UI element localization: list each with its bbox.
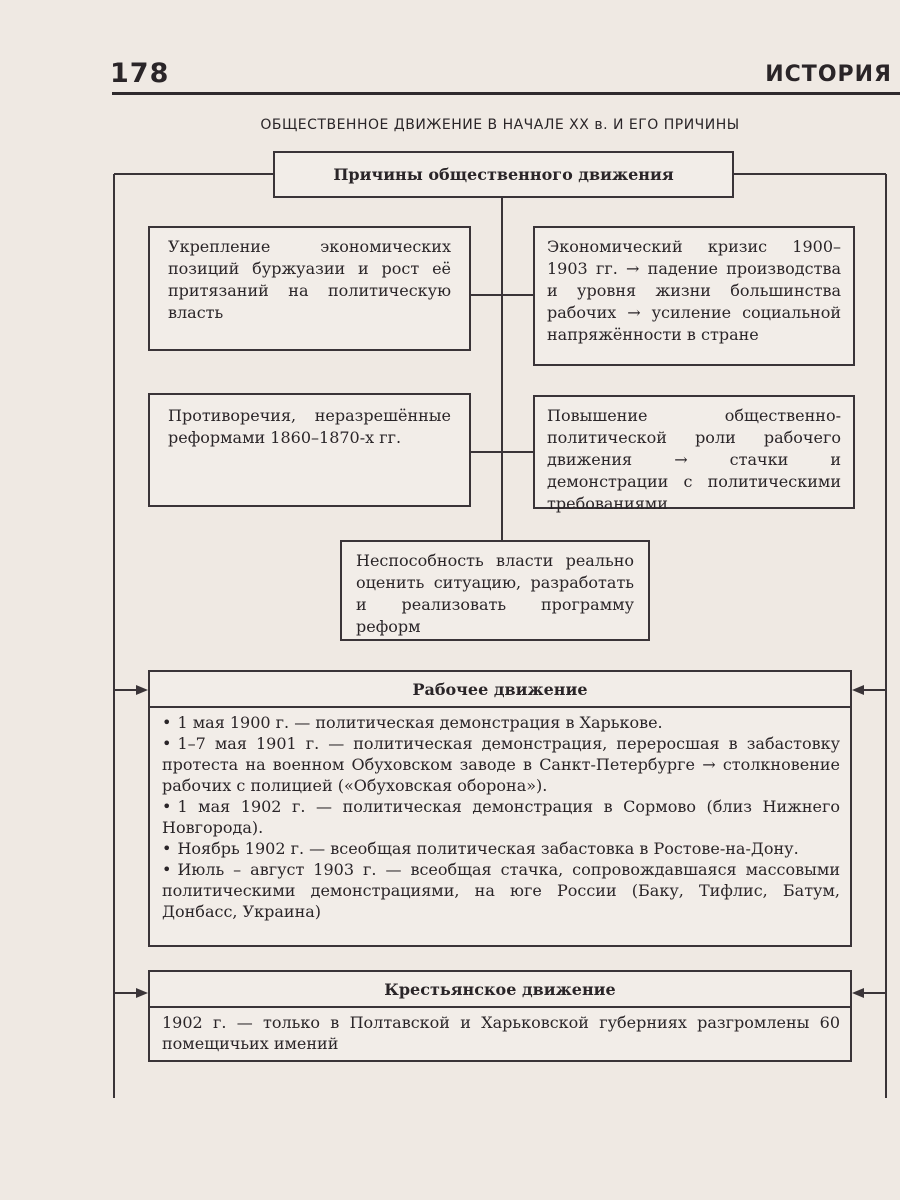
list-item [162,838,840,859]
cause-text: Повышение общественно-политической роли рабочего движения → стачки и демонстрации с политическими требованиями [547,406,841,513]
page-number: 178 [110,58,170,89]
arrowhead-left-peasant [136,988,148,998]
arrowhead-right-peasant [852,988,864,998]
list-item [162,733,840,796]
arrowhead-right-worker [852,685,864,695]
bullet-icon: • [162,797,172,816]
bullet-icon: • [162,860,172,879]
item-text: Июль – август 1903 г. — всеобщая стачка, сопровождавшаяся массовыми политическими демонстрациями, на юге России (Баку, Тифлис, Батум, Донбасс, Украина) [162,860,840,921]
item-text: 1 мая 1902 г. — политическая демонстрация в Сормово (близ Нижнего Новгорода). [162,797,840,837]
bullet-icon: • [162,713,172,732]
cause-text: Экономический кризис 1900–1903 гг. → падение производства и уровня жизни большинства рабочих → усиление социальной напряжённости в стране [547,237,841,344]
causes-heading: Причины общественного движения [333,164,674,184]
bullet-icon: • [162,734,172,753]
cause-box-contradictions [148,393,471,507]
causes-heading-box [273,151,734,198]
cause-box-workers-role [533,395,855,513]
peasant-movement-title: Крестьянское движение [150,972,850,1008]
worker-movement-box [148,670,852,947]
cause-text: Укрепление экономических позиций буржуазии и рост её притязаний на политическую власть [168,237,451,322]
cause-box-government-inability [340,540,650,641]
arrowhead-left-worker [136,685,148,695]
cause-box-economic-positions [148,226,471,351]
cause-box-economic-crisis [533,226,855,366]
cause-text: Противоречия, неразрешённые реформами 1860–1870-х гг. [168,406,451,447]
peasant-movement-box [148,970,852,1062]
item-text: 1 мая 1900 г. — политическая демонстрация в Харькове. [177,713,663,732]
list-item [162,859,840,922]
running-head: ИСТОРИЯ [765,62,892,87]
item-text: Ноябрь 1902 г. — всеобщая политическая забастовка в Ростове-на-Дону. [177,839,799,858]
peasant-movement-text: 1902 г. — только в Полтавской и Харьковской губерниях разгромлены 60 помещичьих имений [162,1013,840,1053]
cause-text: Неспособность власти реально оценить ситуацию, разработать и реализовать программу реформ [356,551,634,636]
worker-movement-list [150,708,850,922]
item-text: 1–7 мая 1901 г. — политическая демонстрация, переросшая в забастовку протеста на военном Обуховском заводе в Санкт-Петербурге → столкновение рабочих с полицией («Обуховская оборона»). [162,734,840,795]
diagram-title: ОБЩЕСТВЕННОЕ ДВИЖЕНИЕ В НАЧАЛЕ XX в. И ЕГО ПРИЧИНЫ [260,117,740,133]
list-item [162,796,840,838]
bullet-icon: • [162,839,172,858]
worker-movement-title: Рабочее движение [150,672,850,708]
list-item [162,712,840,733]
